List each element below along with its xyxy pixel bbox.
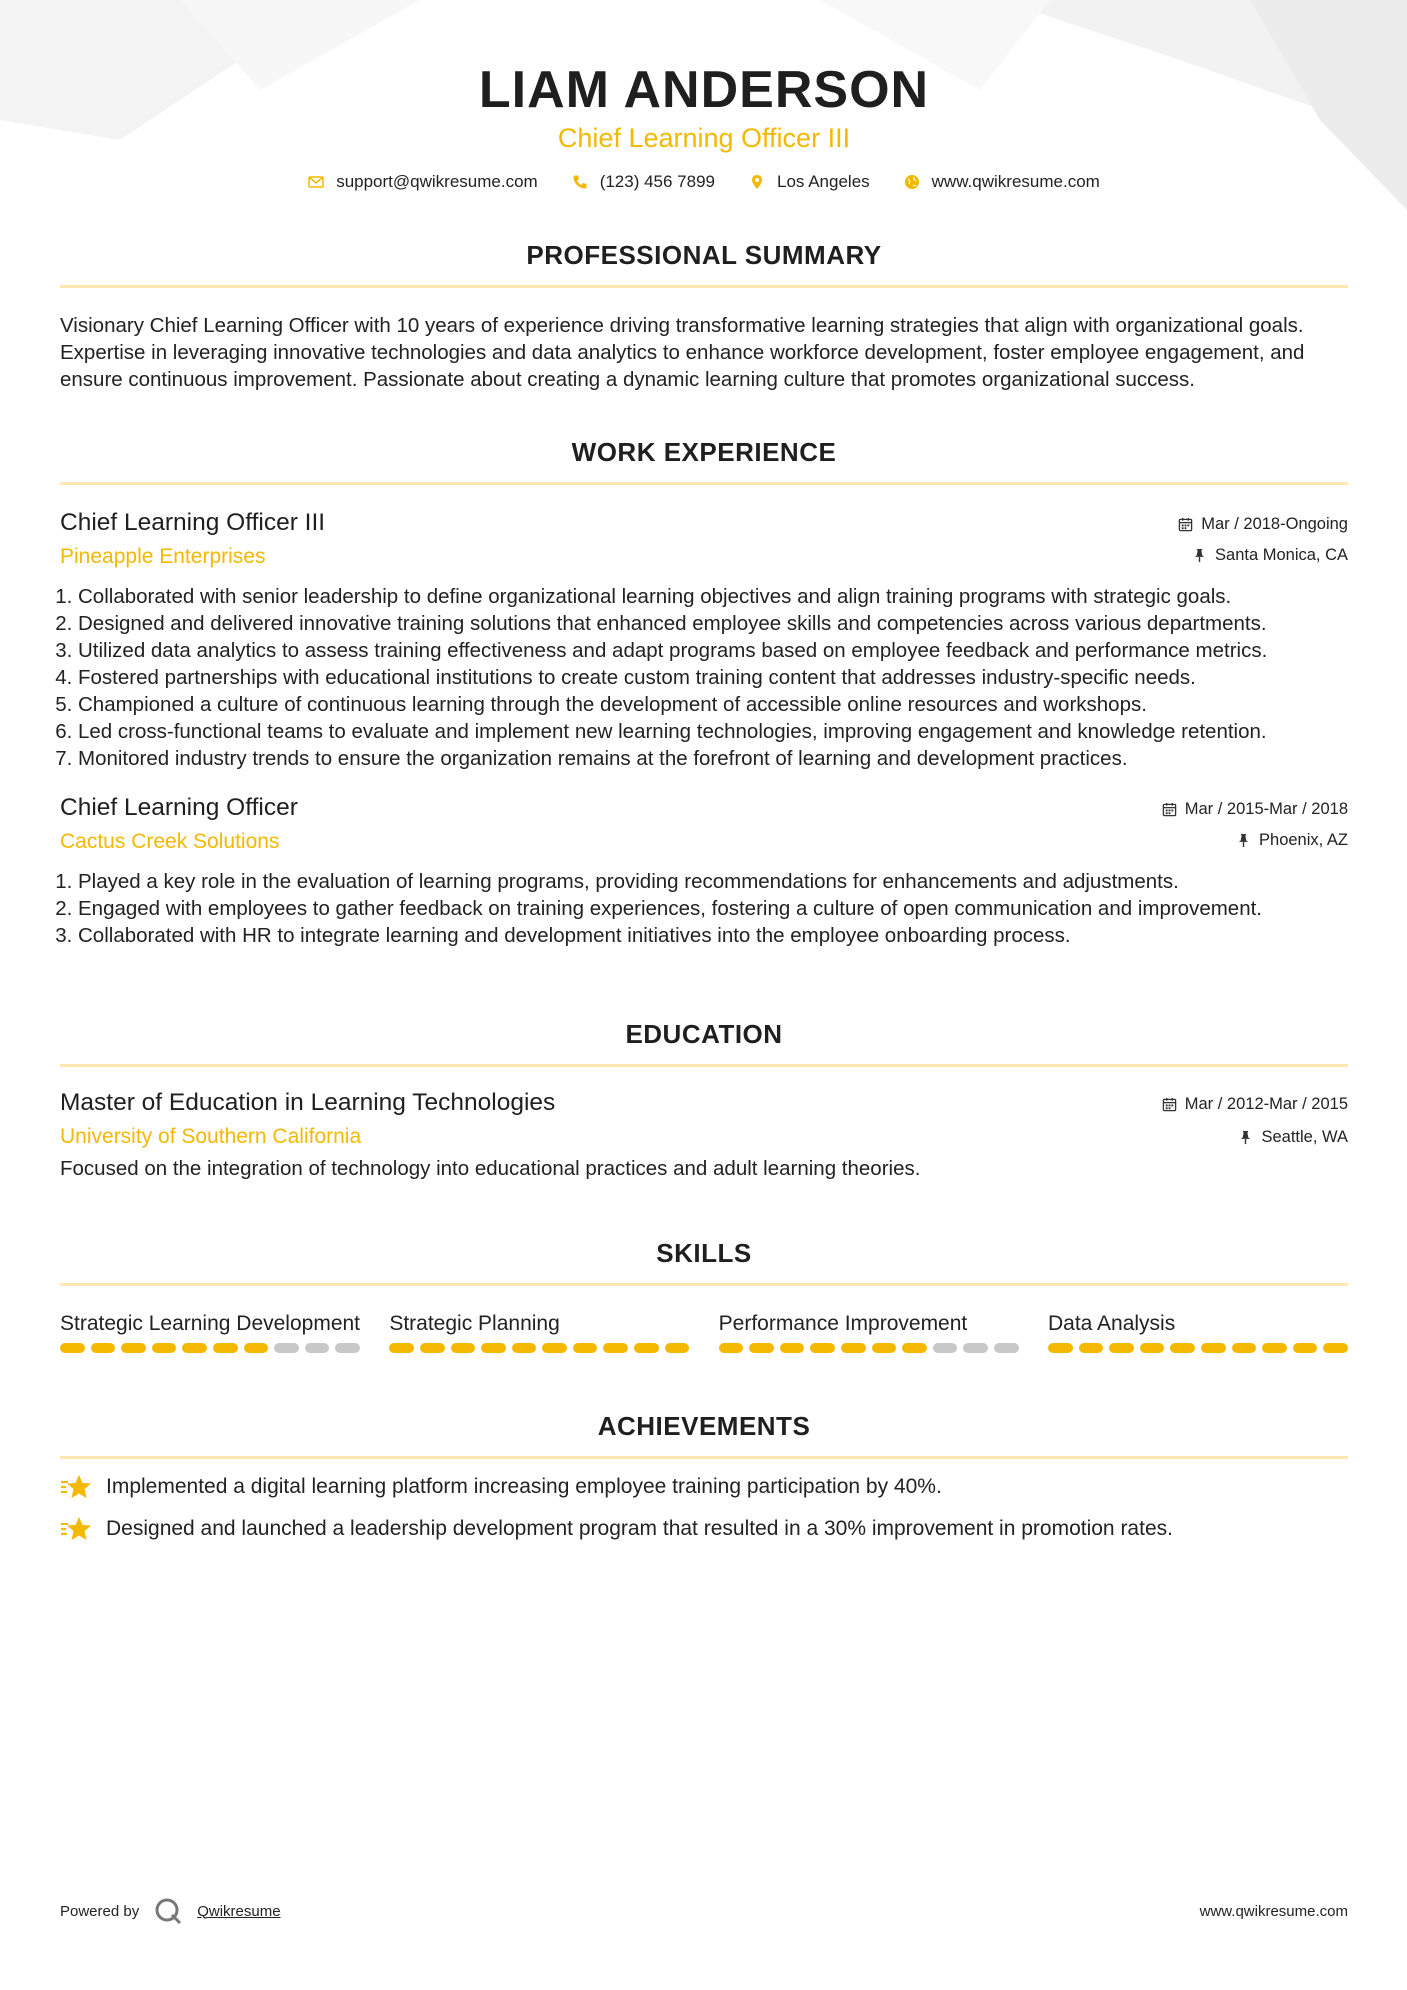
footer — [60, 1896, 1348, 1926]
skill-dot-filled — [389, 1343, 414, 1353]
star-icon — [60, 1515, 92, 1543]
list-item: 3. Collaborated with HR to integrate learning and development initiatives into the employee onboarding process. — [78, 922, 1348, 949]
skill-dot-filled — [542, 1343, 567, 1353]
skill-dot-filled — [665, 1343, 690, 1353]
education-heading: EDUCATION — [625, 1019, 783, 1049]
skill-dot-filled — [1079, 1343, 1104, 1353]
skill-dot-filled — [451, 1343, 476, 1353]
skill-name: Data Analysis — [1047, 1312, 1176, 1335]
job-entry — [60, 794, 1348, 949]
skill-dot-filled — [603, 1343, 628, 1353]
job-dates: Mar / 2018-Ongoing — [1201, 515, 1348, 533]
skills-divider — [60, 1283, 1348, 1286]
skill-dot-filled — [420, 1343, 445, 1353]
experience-section — [60, 437, 1348, 949]
skill-dot-filled — [573, 1343, 598, 1353]
skills-grid — [60, 1310, 1348, 1353]
powered-by-label: Powered by — [60, 1902, 140, 1920]
skill-dot-filled — [749, 1343, 774, 1353]
experience-divider — [60, 482, 1348, 485]
skill-dot-empty — [305, 1343, 330, 1353]
achievement-item — [60, 1473, 1348, 1501]
job-location: Santa Monica, CA — [1215, 546, 1348, 564]
skill-dot-filled — [719, 1343, 744, 1353]
skill-dot-filled — [244, 1343, 269, 1353]
list-item: 5. Championed a culture of continuous learning through the development of accessible online resources and workshops. — [78, 691, 1348, 718]
skill-item — [389, 1310, 689, 1353]
skill-dot-filled — [213, 1343, 238, 1353]
school-name: University of Southern California — [60, 1125, 362, 1148]
summary-heading: PROFESSIONAL SUMMARY — [526, 240, 882, 270]
skill-dot-filled — [60, 1343, 85, 1353]
list-item: 1. Collaborated with senior leadership to define organizational learning objectives and align training programs with strategic goals. — [78, 583, 1348, 610]
achievements-heading: ACHIEVEMENTS — [597, 1411, 811, 1441]
skill-item — [60, 1310, 360, 1353]
skill-dot-filled — [1201, 1343, 1226, 1353]
phone-icon — [572, 174, 588, 190]
envelope-icon — [308, 174, 324, 190]
skill-name: Strategic Planning — [389, 1312, 560, 1335]
list-item: 4. Fostered partnerships with educational institutions to create custom training content that addresses industry-specific needs. — [78, 664, 1348, 691]
summary-text: Visionary Chief Learning Officer with 10 years of experience driving transformative learning strategies that align with organizational goals. Expertise in leveraging innovative technologies and data analytics to enhance workforce development, foster employee engagement, and ensure continuous improvement. Passionate about creating a dynamic learning culture that promotes organizational success. — [60, 314, 1305, 391]
list-item: 1. Played a key role in the evaluation of learning programs, providing recommendations for enhancements and adjustments. — [78, 868, 1348, 895]
skill-name: Performance Improvement — [718, 1312, 968, 1335]
skill-dot-filled — [634, 1343, 659, 1353]
candidate-title: Chief Learning Officer III — [557, 123, 851, 153]
contact-location — [749, 172, 870, 192]
summary-divider — [60, 285, 1348, 288]
skill-dot-empty — [335, 1343, 360, 1353]
skill-item — [719, 1310, 1019, 1353]
skill-name: Strategic Learning Development — [60, 1312, 361, 1335]
contact-email[interactable] — [308, 172, 538, 192]
skill-dot-filled — [512, 1343, 537, 1353]
qwikresume-logo-icon — [153, 1896, 183, 1926]
skill-dot-filled — [1170, 1343, 1195, 1353]
skill-dot-filled — [182, 1343, 207, 1353]
skill-dot-empty — [963, 1343, 988, 1353]
job-company: Cactus Creek Solutions — [60, 830, 280, 853]
education-divider — [60, 1064, 1348, 1067]
list-item: 3. Utilized data analytics to assess training effectiveness and adapt programs based on employee feedback and performance metrics. — [78, 637, 1348, 664]
pushpin-icon — [1192, 548, 1207, 563]
job-dates: Mar / 2015-Mar / 2018 — [1184, 800, 1348, 818]
achievement-item — [60, 1515, 1348, 1543]
skill-rating — [719, 1343, 1019, 1353]
skill-dot-empty — [994, 1343, 1019, 1353]
job-entry — [60, 509, 1348, 772]
skill-dot-filled — [872, 1343, 897, 1353]
globe-icon — [904, 174, 920, 190]
resume-page — [60, 0, 1348, 1543]
job-location: Phoenix, AZ — [1259, 831, 1348, 849]
job-responsibilities — [60, 583, 1348, 772]
skill-dot-filled — [780, 1343, 805, 1353]
skills-heading: SKILLS — [656, 1238, 752, 1268]
list-item: 2. Designed and delivered innovative training solutions that enhanced employee skills and competencies across various departments. — [78, 610, 1348, 637]
achievement-text: Designed and launched a leadership development program that resulted in a 30% improvement in promotion rates. — [106, 1517, 1173, 1540]
education-dates: Mar / 2012-Mar / 2015 — [1184, 1095, 1348, 1113]
job-company: Pineapple Enterprises — [60, 545, 266, 568]
skill-dot-filled — [1109, 1343, 1134, 1353]
skill-dot-empty — [933, 1343, 958, 1353]
pushpin-icon — [1236, 833, 1251, 848]
education-location: Seattle, WA — [1261, 1128, 1348, 1146]
footer-website[interactable]: www.qwikresume.com — [1199, 1902, 1348, 1920]
contact-website-text: www.qwikresume.com — [931, 172, 1100, 191]
achievements-divider — [60, 1456, 1348, 1459]
skill-dot-filled — [1232, 1343, 1257, 1353]
experience-heading: WORK EXPERIENCE — [571, 437, 837, 467]
skill-dot-empty — [274, 1343, 299, 1353]
list-item: 6. Led cross-functional teams to evaluate and implement new learning technologies, improving engagement and knowledge retention. — [78, 718, 1348, 745]
skill-dot-filled — [841, 1343, 866, 1353]
skill-dot-filled — [1262, 1343, 1287, 1353]
contact-location-text: Los Angeles — [777, 172, 870, 191]
calendar-icon — [1162, 802, 1177, 817]
contact-phone[interactable] — [572, 172, 715, 192]
brand-link[interactable]: Qwikresume — [197, 1902, 281, 1920]
skill-dot-filled — [91, 1343, 116, 1353]
skill-dot-filled — [902, 1343, 927, 1353]
skill-rating — [389, 1343, 689, 1353]
pushpin-icon — [1238, 1130, 1253, 1145]
contact-website[interactable] — [904, 172, 1100, 192]
education-entry — [60, 1089, 1348, 1182]
skill-dot-filled — [810, 1343, 835, 1353]
map-pin-icon — [749, 174, 765, 190]
list-item: 2. Engaged with employees to gather feedback on training experiences, fostering a culture of open communication and improvement. — [78, 895, 1348, 922]
skill-dot-filled — [152, 1343, 177, 1353]
contact-phone-text: (123) 456 7899 — [599, 172, 716, 191]
calendar-icon — [1162, 1097, 1177, 1112]
skill-dot-filled — [1323, 1343, 1348, 1353]
list-item: 7. Monitored industry trends to ensure the organization remains at the forefront of learning and development practices. — [78, 745, 1348, 772]
star-icon — [60, 1473, 92, 1501]
education-description: Focused on the integration of technology into educational practices and adult learning theories. — [60, 1157, 921, 1180]
skill-dot-filled — [481, 1343, 506, 1353]
calendar-icon — [1178, 517, 1193, 532]
job-title: Chief Learning Officer III — [60, 509, 326, 536]
skill-dot-filled — [1048, 1343, 1073, 1353]
skill-dot-filled — [121, 1343, 146, 1353]
achievements-section — [60, 1411, 1348, 1543]
skill-rating — [60, 1343, 360, 1353]
skill-dot-filled — [1140, 1343, 1165, 1353]
contact-bar — [60, 172, 1348, 192]
degree-title: Master of Education in Learning Technologies — [60, 1089, 556, 1116]
job-responsibilities — [60, 868, 1348, 949]
skills-section — [60, 1238, 1348, 1353]
job-title: Chief Learning Officer — [60, 794, 298, 821]
skill-item — [1048, 1310, 1348, 1353]
candidate-name: LIAM ANDERSON — [478, 61, 930, 119]
skill-dot-filled — [1293, 1343, 1318, 1353]
contact-email-text: support@qwikresume.com — [336, 172, 538, 191]
skill-rating — [1048, 1343, 1348, 1353]
achievement-text: Implemented a digital learning platform increasing employee training participation by 40%. — [106, 1475, 942, 1498]
education-section — [60, 1019, 1348, 1182]
summary-section — [60, 240, 1348, 393]
